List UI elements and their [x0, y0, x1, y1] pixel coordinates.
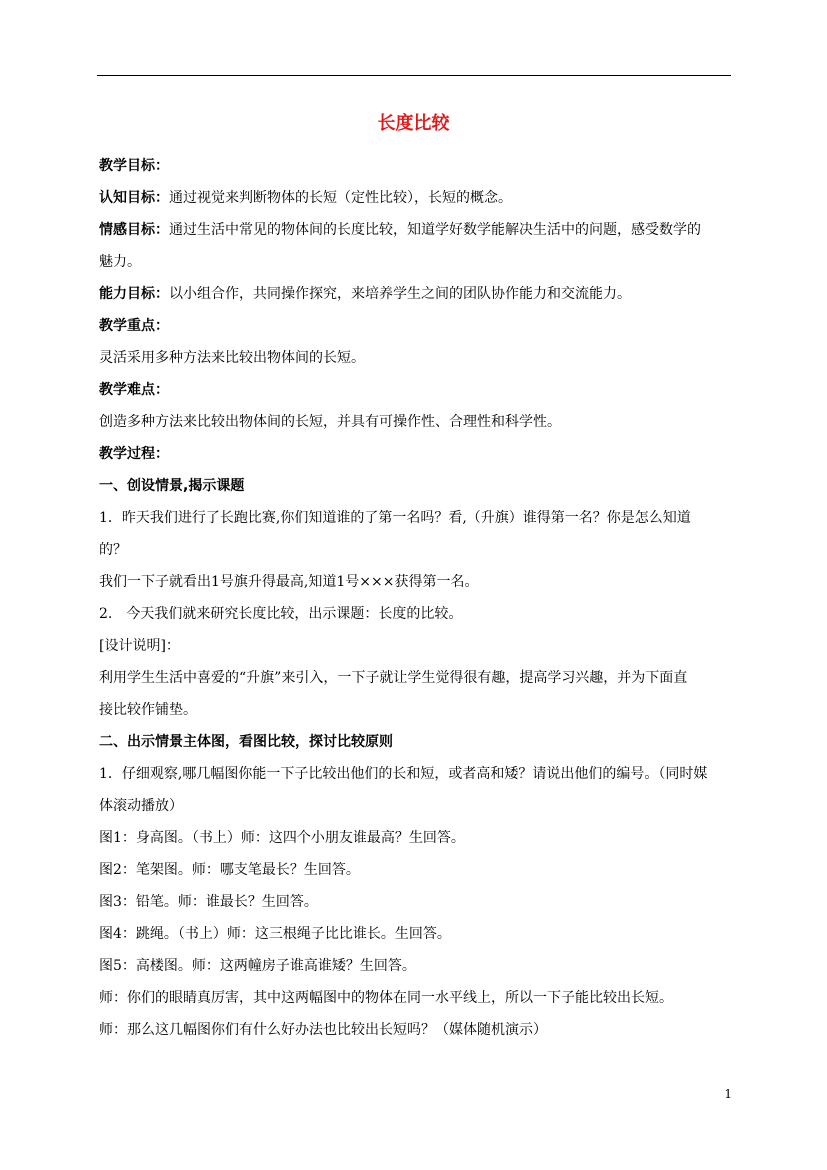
line-text: 图5：高楼图。师：这两幢房子谁高谁矮？生回答。: [99, 958, 416, 974]
line-text: 的？: [99, 542, 127, 558]
text-line: [99, 726, 731, 758]
text-line: [99, 886, 731, 918]
text-line: [99, 918, 731, 950]
text-line: [99, 182, 731, 214]
line-label: 一、创设情景,揭示课题: [99, 478, 245, 494]
text-line: [99, 534, 731, 566]
text-line: [99, 630, 731, 662]
line-label: 教学目标：: [99, 158, 169, 174]
text-line: [99, 342, 731, 374]
line-label: 教学重点：: [99, 318, 169, 334]
line-text: 我们一下子就看出1号旗升得最高,知道1号×××获得第一名。: [99, 574, 479, 590]
text-line: [99, 150, 731, 182]
text-line: [99, 822, 731, 854]
text-line: [99, 758, 731, 790]
line-label: 教学过程：: [99, 446, 169, 462]
page-number: 1: [724, 1087, 732, 1101]
text-line: [99, 790, 731, 822]
document-title: 长度比较: [377, 113, 450, 134]
text-line: [99, 278, 731, 310]
text-line: [99, 598, 731, 630]
line-text: 1．昨天我们进行了长跑比赛,你们知道谁的了第一名吗？看,（升旗）谁得第一名？你是怎么知道: [99, 510, 691, 526]
line-label: 能力目标：: [99, 286, 169, 302]
text-line: [99, 310, 731, 342]
text-line: [99, 854, 731, 886]
line-text: 师：那么这几幅图你们有什么好办法也比较出长短吗？（媒体随机演示）: [99, 1022, 547, 1038]
line-label: 二、出示情景主体图，看图比较，探讨比较原则: [99, 734, 393, 750]
line-text: 图1：身高图。（书上）师：这四个小朋友谁最高？生回答。: [99, 830, 465, 846]
line-label: 认知目标：: [99, 190, 169, 206]
line-text: 2. 今天我们就来研究长度比较，出示课题：长度的比较。: [99, 606, 463, 622]
text-line: [99, 406, 731, 438]
line-text: 通过生活中常见的物体间的长度比较，知道学好数学能解决生活中的问题，感受数学的: [169, 222, 701, 238]
line-text: 利用学生生活中喜爱的“升旗”来引入，一下子就让学生觉得很有趣，提高学习兴趣，并为下面直: [99, 670, 688, 686]
header-rule: [97, 75, 731, 76]
text-line: [99, 438, 731, 470]
line-text: 图3：铅笔。师：谁最长？生回答。: [99, 894, 318, 910]
text-line: [99, 566, 731, 598]
line-text: 师：你们的眼睛真厉害，其中这两幅图中的物体在同一水平线上，所以一下子能比较出长短。: [99, 990, 673, 1006]
line-text: 以小组合作，共同操作探究，来培养学生之间的团队协作能力和交流能力。: [169, 286, 631, 302]
text-line: [99, 502, 731, 534]
line-text: 灵活采用多种方法来比较出物体间的长短。: [99, 350, 365, 366]
line-text: 创造多种方法来比较出物体间的长短，并具有可操作性、合理性和科学性。: [99, 414, 561, 430]
text-line: [99, 1014, 731, 1046]
line-text: 魅力。: [99, 254, 141, 270]
line-label: 情感目标：: [99, 222, 169, 238]
text-line: [99, 982, 731, 1014]
line-text: 图4：跳绳。（书上）师：这三根绳子比比谁长。生回答。: [99, 926, 451, 942]
text-line: [99, 694, 731, 726]
line-text: [设计说明]：: [99, 638, 180, 654]
text-line: [99, 470, 731, 502]
text-line: [99, 374, 731, 406]
line-text: 图2：笔架图。师：哪支笔最长？生回答。: [99, 862, 360, 878]
text-line: [99, 246, 731, 278]
line-text: 1．仔细观察,哪几幅图你能一下子比较出他们的长和短，或者高和矮？请说出他们的编号。（同时媒: [99, 766, 708, 782]
document-body: [99, 150, 731, 1046]
line-text: 体滚动播放）: [99, 798, 183, 814]
text-line: [99, 662, 731, 694]
line-text: 通过视觉来判断物体的长短（定性比较），长短的概念。: [169, 190, 512, 206]
line-label: 教学难点：: [99, 382, 169, 398]
line-text: 接比较作铺垫。: [99, 702, 197, 718]
text-line: [99, 214, 731, 246]
text-line: [99, 950, 731, 982]
